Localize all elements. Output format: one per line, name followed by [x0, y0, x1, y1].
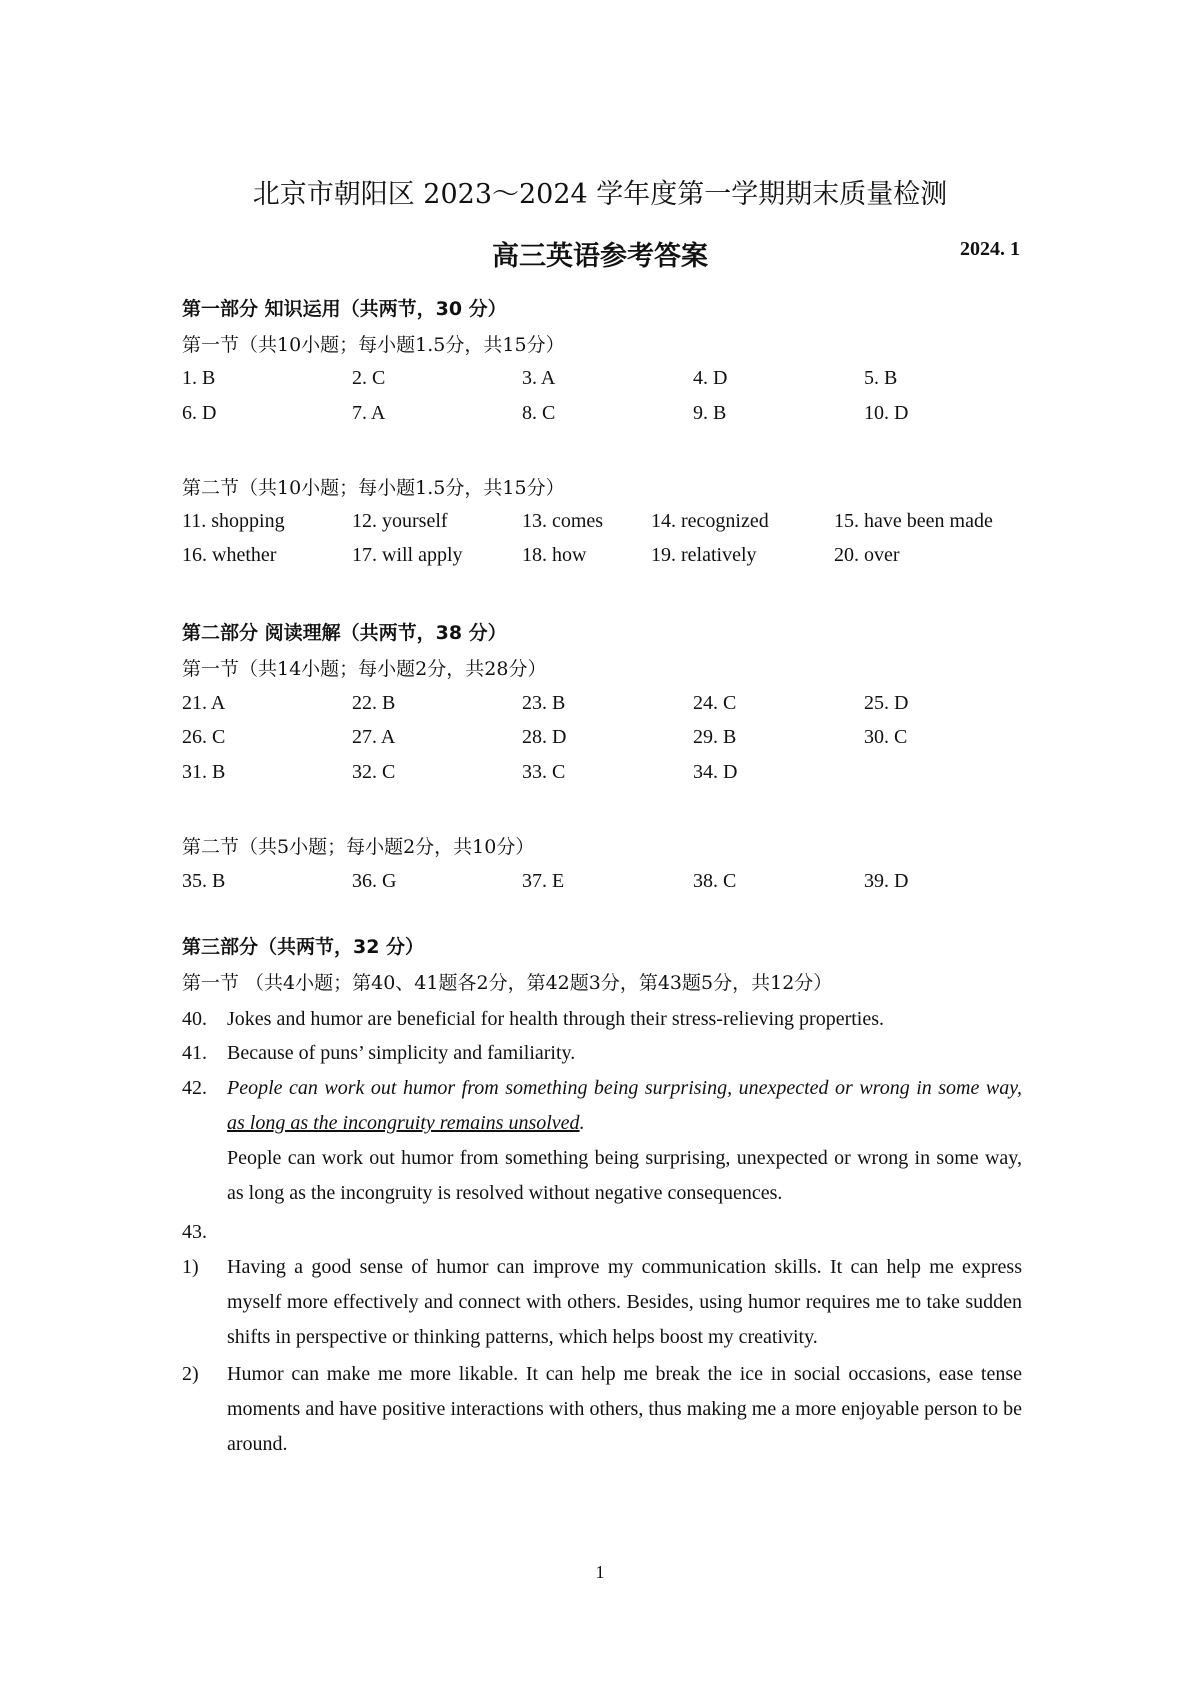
answer-item: 7. A: [352, 402, 386, 424]
question-41: [182, 1036, 1022, 1071]
question-40: [182, 1002, 1022, 1037]
answer-item: 10. D: [864, 402, 909, 424]
answer-item: 11. shopping: [182, 510, 285, 532]
answer-row: [182, 726, 1042, 752]
answer-item: 20. over: [834, 544, 900, 566]
quoted-text: People can work out humor from something being surprising, unexpected or wrong in some way,: [227, 1077, 1022, 1099]
answer-item: 4. D: [693, 367, 728, 389]
part1-heading: 第一部分 知识运用（共两节，30 分）: [182, 298, 507, 320]
answer-item: 37. E: [522, 870, 565, 892]
question-number: 40.: [182, 1008, 207, 1030]
answer-item: 12. yourself: [352, 510, 448, 532]
answer-item: 13. comes: [522, 510, 604, 532]
answer-item: 39. D: [864, 870, 909, 892]
question-number: 41.: [182, 1042, 207, 1064]
answer-item: 26. C: [182, 726, 226, 748]
question-43-point-2: [182, 1357, 1022, 1462]
answer-item: 18. how: [522, 544, 587, 566]
answer-text: Because of puns’ simplicity and familiarity.: [227, 1042, 576, 1064]
answer-item: 2. C: [352, 367, 386, 389]
quoted-statement: [227, 1071, 1022, 1141]
part2-section2-heading: 第二节（共5小题；每小题2分，共10分）: [182, 836, 535, 858]
answer-row: [182, 761, 1042, 787]
answer-item: 15. have been made: [834, 510, 993, 532]
answer-row: [182, 402, 1042, 428]
answer-text: Humor can make me more likable. It can help me break the ice in social occasions, ease tense moments and have positive interactions with others, thus making me a more enjoyable person to be around.: [227, 1363, 1022, 1455]
answer-item: 17. will apply: [352, 544, 463, 566]
part3-heading: 第三部分（共两节，32 分）: [182, 936, 425, 958]
point-number: 2): [182, 1363, 199, 1385]
answer-row: [182, 544, 1042, 570]
answer-item: 22. B: [352, 692, 396, 714]
question-42: [182, 1071, 1022, 1211]
answer-row: [182, 367, 1042, 393]
quoted-end: .: [579, 1112, 585, 1134]
answer-row: [182, 870, 1042, 896]
question-number: 42.: [182, 1077, 207, 1099]
answer-item: 21. A: [182, 692, 226, 714]
answer-item: 32. C: [352, 761, 396, 783]
page-number: 1: [595, 1562, 605, 1582]
answer-item: 24. C: [693, 692, 737, 714]
part1-section2-heading: 第二节（共10小题；每小题1.5分，共15分）: [182, 477, 565, 499]
answer-item: 9. B: [693, 402, 727, 424]
answer-item: 27. A: [352, 726, 396, 748]
answer-item: 38. C: [693, 870, 737, 892]
underlined-text: as long as the incongruity remains unsolved: [227, 1112, 580, 1134]
answer-item: 35. B: [182, 870, 226, 892]
answer-item: 5. B: [864, 367, 898, 389]
corrected-statement: People can work out humor from something being surprising, unexpected or wrong in some way, as long as the incongruity is resolved without negative consequences.: [227, 1147, 1022, 1204]
answer-item: 29. B: [693, 726, 737, 748]
answer-item: 30. C: [864, 726, 908, 748]
question-43-point-1: [182, 1250, 1022, 1355]
answer-item: 31. B: [182, 761, 226, 783]
answer-item: 6. D: [182, 402, 217, 424]
point-number: 1): [182, 1256, 199, 1278]
answer-item: 16. whether: [182, 544, 277, 566]
part2-heading: 第二部分 阅读理解（共两节，38 分）: [182, 622, 507, 644]
part3-section1-heading: 第一节 （共4小题；第40、41题各2分，第42题3分，第43题5分，共12分）: [182, 972, 833, 994]
part1-section1-heading: 第一节（共10小题；每小题1.5分，共15分）: [182, 334, 565, 356]
answer-item: 28. D: [522, 726, 567, 748]
answer-item: 8. C: [522, 402, 556, 424]
question-number: 43.: [182, 1221, 207, 1243]
answer-item: 23. B: [522, 692, 566, 714]
answer-item: 25. D: [864, 692, 909, 714]
answer-item: 34. D: [693, 761, 738, 783]
answer-text: Having a good sense of humor can improve my communication skills. It can help me express myself more effectively and connect with others. Besides, using humor requires me to take sudden shifts in perspective or thinking patterns, which helps boost my creativity.: [227, 1256, 1022, 1348]
document-subtitle: 高三英语参考答案: [492, 241, 708, 272]
answer-row: [182, 510, 1042, 536]
document-title: 北京市朝阳区 2023～2024 学年度第一学期期末质量检测: [252, 179, 948, 210]
part2-section1-heading: 第一节（共14小题；每小题2分，共28分）: [182, 658, 547, 680]
answer-item: 33. C: [522, 761, 566, 783]
answer-item: 1. B: [182, 367, 216, 389]
answer-item: 3. A: [522, 367, 556, 389]
answer-item: 14. recognized: [651, 510, 769, 532]
answer-row: [182, 692, 1042, 718]
answer-item: 36. G: [352, 870, 397, 892]
answer-text: Jokes and humor are beneficial for health through their stress-relieving properties.: [227, 1008, 885, 1030]
document-date: 2024. 1: [960, 238, 1020, 260]
answer-item: 19. relatively: [651, 544, 757, 566]
